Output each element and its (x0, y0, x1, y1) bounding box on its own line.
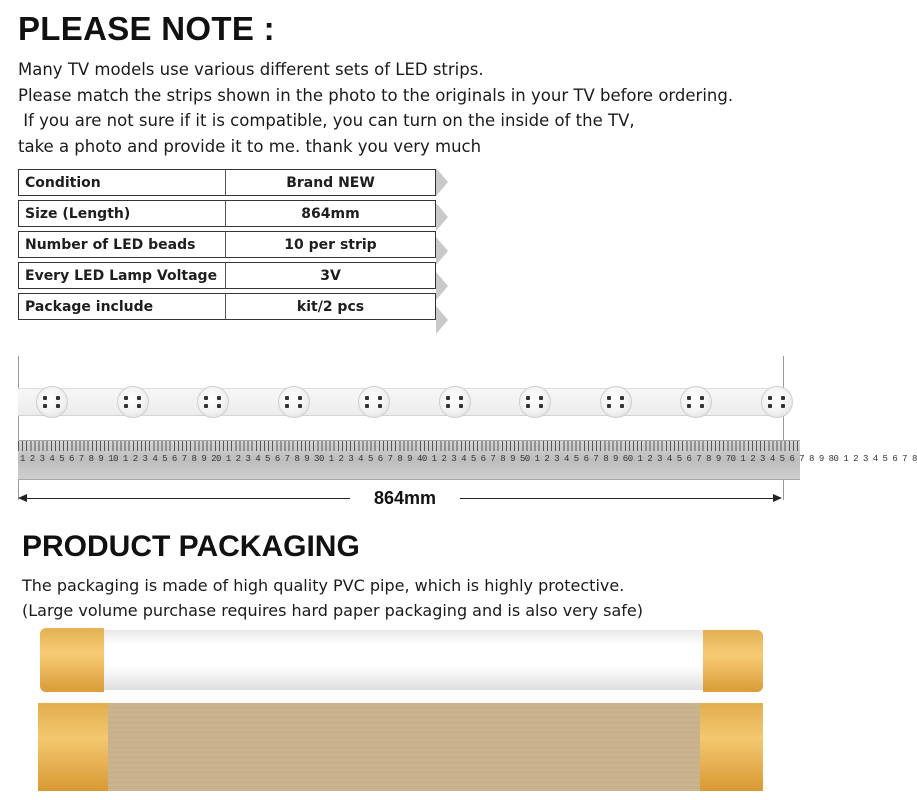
note-title: PLEASE NOTE : (18, 10, 275, 47)
led-bead-icon (278, 386, 310, 418)
tape-right-tube (703, 630, 763, 692)
measuring-ruler-image (18, 440, 917, 480)
spec-row-voltage (18, 262, 436, 289)
tape-left-tube (40, 628, 104, 692)
dimension-label: 864mm (350, 488, 460, 509)
spec-row-condition (18, 169, 436, 196)
note-line-2: Please match the strips shown in the photo to the originals in your TV before ordering. (18, 86, 734, 105)
led-strip-image (18, 388, 780, 416)
row-arrow-icon (436, 237, 448, 265)
spec-row-package (18, 293, 436, 320)
led-bead-icon (600, 386, 632, 418)
spec-value: 3V (226, 262, 436, 289)
tape-right-box (700, 703, 763, 791)
row-arrow-icon (436, 272, 448, 300)
spec-label: Size (Length) (18, 200, 226, 227)
packaging-line-2: (Large volume purchase requires hard paper packaging and is also very safe) (22, 601, 643, 620)
packaging-line-1: The packaging is made of high quality PVC pipe, which is highly protective. (22, 576, 625, 595)
spec-label: Condition (18, 169, 226, 196)
spec-row-beads (18, 231, 436, 258)
spec-value: 864mm (226, 200, 436, 227)
cardboard-package-image (38, 703, 762, 791)
spec-value: Brand NEW (226, 169, 436, 196)
note-line-4: take a photo and provide it to me. thank you very much (18, 137, 482, 156)
row-arrow-icon (436, 203, 448, 231)
spec-value: kit/2 pcs (226, 293, 436, 320)
spec-label: Package include (18, 293, 226, 320)
led-bead-icon (117, 386, 149, 418)
pvc-tube-image (40, 630, 762, 690)
tape-left-box (38, 703, 108, 791)
led-bead-icon (519, 386, 551, 418)
led-bead-icon (680, 386, 712, 418)
arrow-right-icon (773, 494, 782, 502)
spec-row-size (18, 200, 436, 227)
led-bead-icon (358, 386, 390, 418)
note-line-1: Many TV models use various different sets of LED strips. (18, 60, 484, 79)
spec-value: 10 per strip (226, 231, 436, 258)
led-bead-icon (197, 386, 229, 418)
specs-table (18, 165, 436, 324)
led-bead-icon (761, 386, 793, 418)
row-arrow-icon (436, 306, 448, 334)
ruler-numbers: 1 2 3 4 5 6 7 8 9 10 1 2 3 4 5 6 7 8 9 20 1 2 3 4 5 6 7 8 9 30 1 2 3 4 5 6 7 8 9 40 1 2 3 4 5 6 7 8 9 50 1 2 3 4 5 6 7 8 9 60 1 2 3 4 5 6 7 8 9 70 1 2 3 4 5 6 7 8 9 80 1 2 3 4 5 6 7 8 (20, 454, 917, 464)
row-arrow-icon (436, 168, 448, 196)
packaging-title: PRODUCT PACKAGING (22, 530, 360, 563)
spec-label: Every LED Lamp Voltage (18, 262, 226, 289)
spec-label: Number of LED beads (18, 231, 226, 258)
ruler-ticks (18, 441, 800, 451)
led-bead-icon (439, 386, 471, 418)
led-bead-icon (36, 386, 68, 418)
note-line-3: If you are not sure if it is compatible, you can turn on the inside of the TV, (18, 111, 635, 130)
